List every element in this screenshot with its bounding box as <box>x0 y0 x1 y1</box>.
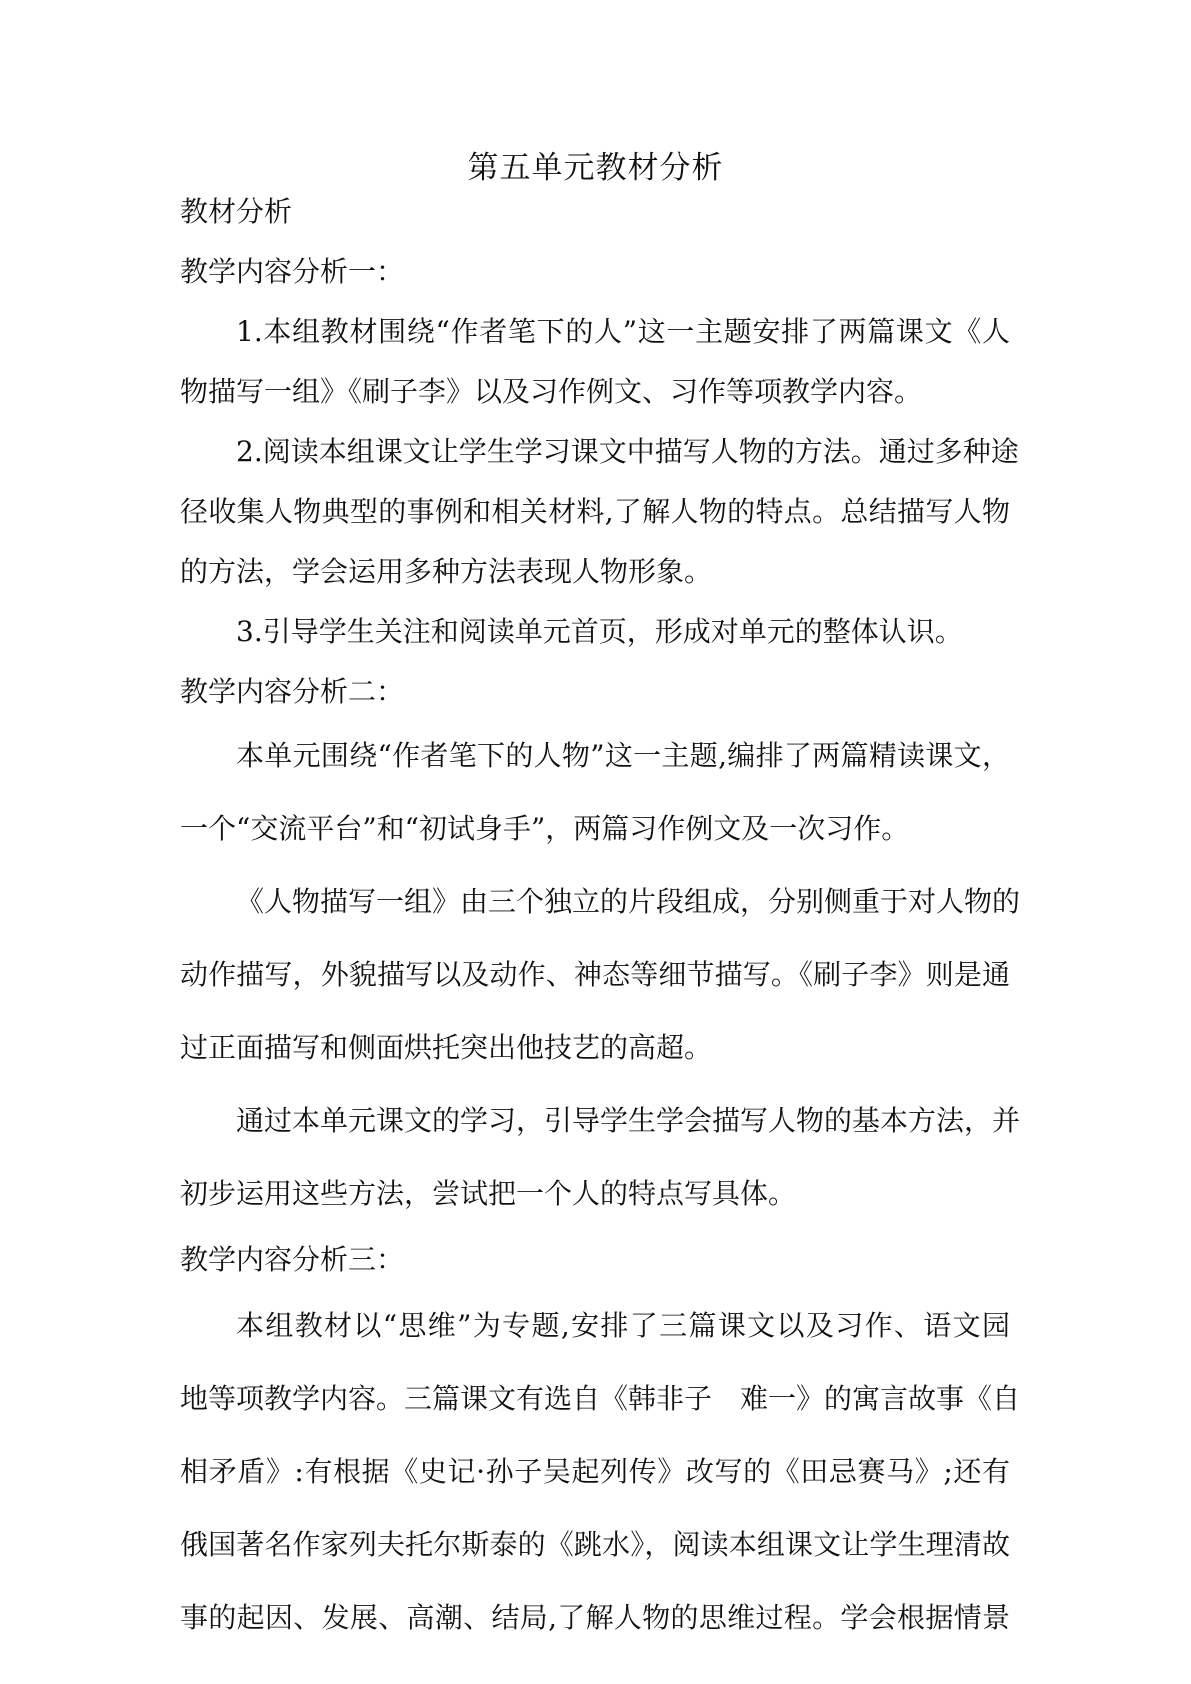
paragraph-line: 过正面描写和侧面烘托突出他技艺的高超。 <box>180 1031 713 1064</box>
heading-textbook-analysis: 教材分析 <box>180 195 293 228</box>
paragraph-line: 地等项教学内容。三篇课文有选自《韩非子 难一》的寓言故事《自 <box>180 1382 1021 1415</box>
paragraph-line: 的方法，学会运用多种方法表现人物形象。 <box>180 555 713 588</box>
paragraph-line: 径收集人物典型的事例和相关材料,了解人物的特点。总结描写人物 <box>180 495 1010 528</box>
paragraph-line: 本组教材以“思维”为专题,安排了三篇课文以及习作、语文园 <box>236 1309 1010 1342</box>
paragraph-line: 本单元围绕“作者笔下的人物”这一主题,编排了两篇精读课文， <box>236 739 1010 772</box>
paragraph-line: 相矛盾》:有根据《史记·孙子吴起列传》改写的《田忌赛马》;还有 <box>180 1455 1010 1488</box>
page-title: 第五单元教材分析 <box>467 150 724 186</box>
paragraph-line: 俄国著名作家列夫托尔斯泰的《跳水》，阅读本组课文让学生理清故 <box>180 1528 1010 1561</box>
paragraph-line: 通过本单元课文的学习，引导学生学会描写人物的基本方法，并 <box>236 1104 1021 1137</box>
paragraph-line: 2.阅读本组课文让学生学习课文中描写人物的方法。通过多种途 <box>236 435 1019 468</box>
paragraph-line: 事的起因、发展、高潮、结局,了解人物的思维过程。学会根据情景 <box>180 1601 1010 1634</box>
paragraph-line: 一个“交流平台”和“初试身手”，两篇习作例文及一次习作。 <box>180 812 910 845</box>
paragraph-line: 《人物描写一组》由三个独立的片段组成，分别侧重于对人物的 <box>236 885 1021 918</box>
paragraph-line: 动作描写，外貌描写以及动作、神态等细节描写。《刷子李》则是通 <box>180 958 1010 991</box>
heading-content-analysis-2: 教学内容分析二： <box>180 675 405 708</box>
heading-content-analysis-1: 教学内容分析一： <box>180 255 405 288</box>
paragraph-line: 3.引导学生关注和阅读单元首页，形成对单元的整体认识。 <box>236 615 963 648</box>
heading-content-analysis-3: 教学内容分析三： <box>180 1243 405 1276</box>
paragraph-line: 初步运用这些方法，尝试把一个人的特点写具体。 <box>180 1177 797 1210</box>
paragraph-line: 物描写一组》《刷子李》以及习作例文、习作等项教学内容。 <box>180 375 923 408</box>
paragraph-line: 1.本组教材围绕“作者笔下的人”这一主题安排了两篇课文《人 <box>236 315 1010 348</box>
